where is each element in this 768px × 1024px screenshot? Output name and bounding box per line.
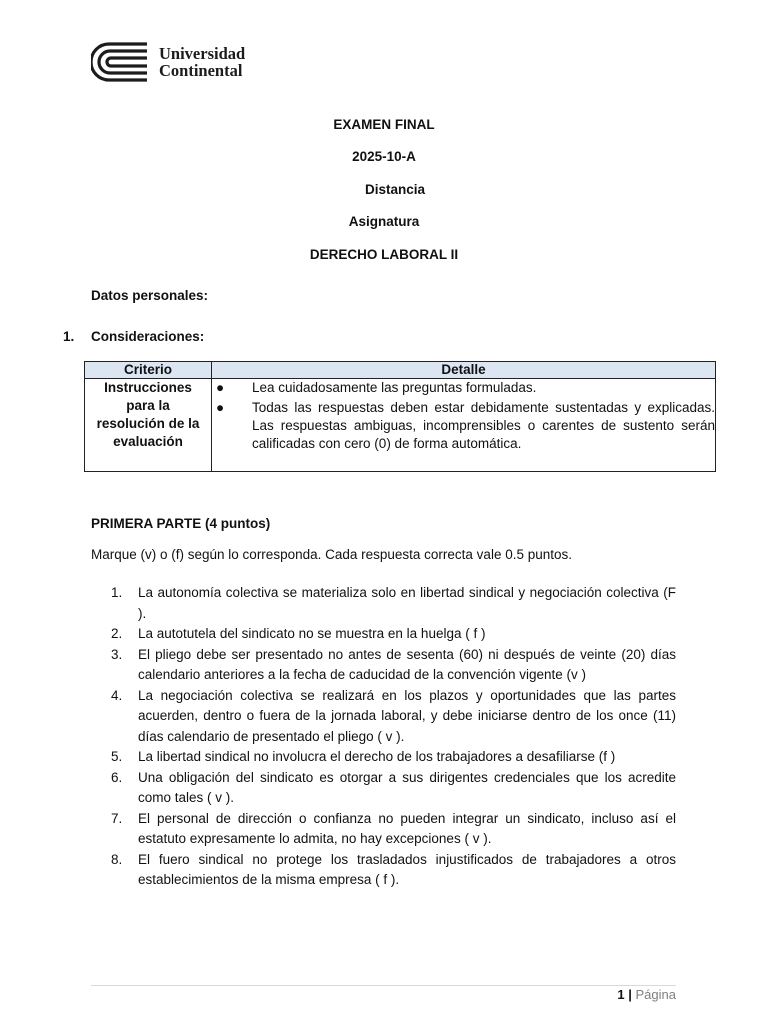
question-item [111,686,676,748]
question-number: 4. [111,687,123,703]
table-row [85,379,716,472]
criterion-cell [85,379,212,472]
question-number: 8. [111,851,123,867]
question-text: El fuero sindical no protege los trasladados injustificados de trabajadores a otros establecimientos de la misma empresa ( f ). [138,851,676,887]
page-number: 1 [617,987,625,1002]
question-text: El personal de dirección o confianza no pueden integrar un sindicato, incluso así el estatuto expresamente lo admita, no hay excepciones ( v ). [138,810,676,846]
university-logo-icon [91,41,151,83]
question-item [111,583,676,624]
question-number: 5. [111,749,123,764]
header-detalle: Detalle [212,362,716,379]
question-item [111,747,676,768]
subject-name: DERECHO LABORAL II [309,247,459,262]
bullet-icon: ● [216,400,225,415]
considerations-number: 1. [63,329,75,344]
question-text: La libertad sindical no involucra el derecho de los trabajadores a desafiliarse (f ) [138,749,616,764]
footer-separator: | [628,987,632,1002]
question-text: El pliego debe ser presentado no antes de sesenta (60) ni después de veinte (20) días calendario anteriores a la fecha de caducidad de la convención vigente (v ) [138,646,676,682]
question-number: 6. [111,769,123,785]
page-label: Página [635,987,676,1002]
footer-divider [91,985,676,986]
question-text: La autonomía colectiva se materializa solo en libertad sindical y negociación colectiva (F ). [138,585,676,621]
question-item [111,850,676,891]
subject-label: Asignatura [348,214,420,229]
question-number: 3. [111,646,123,662]
question-text: La autotutela del sindicato no se muestra en la huelga ( f ) [138,626,486,641]
table-header-row [85,362,716,379]
detail-cell [212,379,716,472]
university-logo [91,41,245,83]
exam-modality: Distancia [364,182,426,197]
questions-list [111,583,676,891]
bullet-icon: ● [216,380,225,395]
list-item [212,399,715,453]
question-number: 7. [111,810,123,826]
question-number: 2. [111,626,123,641]
question-text: La negociación colectiva se realizará en los plazos y oportunidades que las partes acuerden, dentro o fuera de la jornada laboral, y debe iniciarse dentro de los once (11) días calendario de presentado el pliego ( v ). [138,687,676,744]
bullet-text: Todas las respuestas deben estar debidamente sustentadas y explicadas. Las respuestas ambiguas, incomprensibles o carentes de sustento serán calificadas con cero (0) de forma automática. [252,400,715,451]
exam-title: EXAMEN FINAL [333,117,435,132]
question-item [111,768,676,809]
question-number: 1. [111,585,123,600]
part1-instruction: Marque (v) o (f) según lo corresponda. Cada respuesta correcta vale 0.5 puntos. [91,547,573,562]
logo-line-1: Universidad [159,44,246,63]
part1-heading: PRIMERA PARTE (4 puntos) [91,516,271,531]
header-criterio: Criterio [85,362,212,379]
question-item [111,809,676,850]
personal-data-label: Datos personales: [91,288,209,303]
bullet-text: Lea cuidadosamente las preguntas formuladas. [252,380,537,395]
criterion-text: Instrucciones para la resolución de la evaluación [96,380,200,449]
question-item [111,645,676,686]
logo-line-2: Continental [159,61,243,80]
university-name [159,45,245,79]
list-item [212,379,715,397]
criteria-table [84,361,716,472]
question-text: Una obligación del sindicato es otorgar a sus dirigentes credenciales que los acredite como tales ( v ). [138,769,676,805]
exam-period: 2025-10-A [352,149,416,164]
page-footer [617,987,676,1002]
considerations-heading: Consideraciones: [91,329,205,344]
question-item [111,624,676,645]
